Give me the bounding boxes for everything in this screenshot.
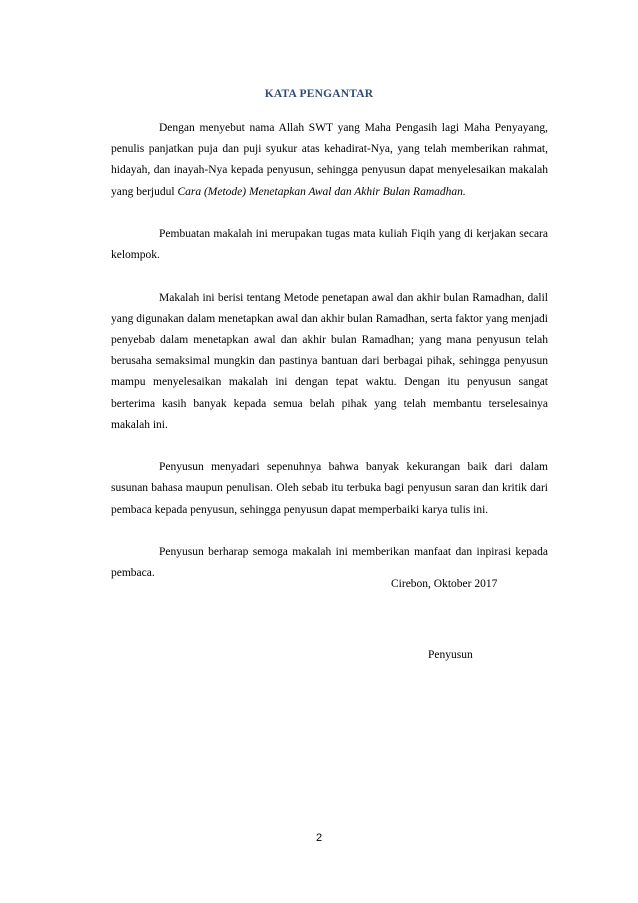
paragraph-assignment: Pembuatan makalah ini merupakan tugas mata kuliah Fiqih yang di kerjakan secara kelompok.	[111, 228, 548, 262]
place-date: Cirebon, Oktober 2017	[391, 578, 498, 590]
page-number: 2	[315, 832, 323, 844]
paragraph-opening	[111, 118, 548, 203]
paragraph-shortcomings: Penyusun menyadari sepenuhnya bahwa banyak kekurangan baik dari dalam susunan bahasa maupun penulisan. Oleh sebab itu terbuka bagi penyusun saran dan kritik dari pembaca kepada penyusun, sehingga penyusun dapat memperbaiki karya tulis ini.	[111, 461, 548, 516]
paper-title-italic: Cara (Metode) Menetapkan Awal dan Akhir Bulan Ramadhan.	[177, 185, 466, 198]
author-signature: Penyusun	[428, 649, 473, 661]
page-title: KATA PENGANTAR	[264, 88, 374, 100]
document-body	[111, 118, 548, 584]
paragraph-contents: Makalah ini berisi tentang Metode penetapan awal dan akhir bulan Ramadhan, dalil yang digunakan dalam menetapkan awal dan akhir bulan Ramadhan, serta faktor yang menjadi penyebab dalam menetapkan awal dan akhir bulan Ramadhan; yang mana penyusun telah berusaha semaksimal mungkin dan pastinya bantuan dari berbagai pihak, sehingga penyusun mampu menyelesaikan makalah ini dengan tepat waktu. Dengan itu penyusun sangat berterima kasih banyak kepada semua belah pihak yang telah membantu terselesainya makalah ini.	[111, 291, 548, 431]
paragraph-closing: Penyusun berharap semoga makalah ini memberikan manfaat dan inpirasi kepada pembaca.	[111, 546, 548, 580]
paragraph-opening-text: Dengan menyebut nama Allah SWT yang Maha Pengasih lagi Maha Penyayang, penulis panjatkan puja dan puji syukur atas kehadirat-Nya, yang telah memberikan rahmat, hidayah, dan inayah-Nya kepada penyusun, sehingga penyusun dapat menyelesaikan makalah yang berjudul	[111, 122, 548, 198]
